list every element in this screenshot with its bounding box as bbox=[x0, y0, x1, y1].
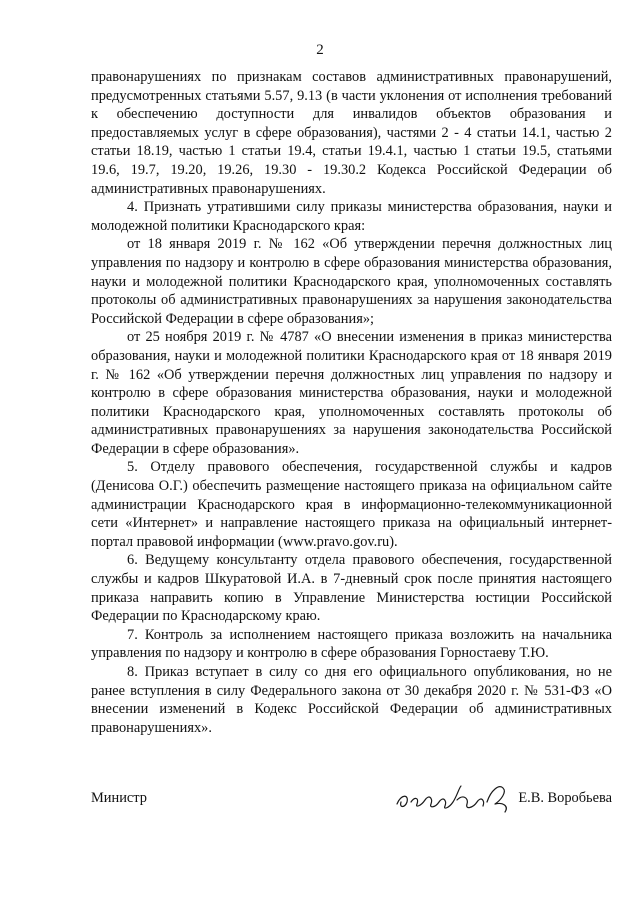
paragraph: 8. Приказ вступает в силу со дня его официального опубликования, но не ранее вступления в силу Федерального закона от 30 декабря 2020 г. № 531-ФЗ «О внесении изменений в Кодекс Российской Федерации об административных правонарушениях». bbox=[91, 664, 612, 736]
page-number: 2 bbox=[316, 42, 324, 58]
paragraph: от 18 января 2019 г. № 162 «Об утверждении перечня должностных лиц управления по надзору и контролю в сфере образования министерства образования, науки и молодежной политики Краснодарского края, уполномоченных составлять протоколы об административных правонарушениях за нарушения законодательства Российской Федерации в сфере образования»; bbox=[91, 236, 612, 327]
paragraph: 4. Признать утратившими силу приказы министерства образования, науки и молодежной политики Краснодарского края: bbox=[91, 199, 612, 234]
signatory-name: Е.В. Воробьева bbox=[518, 790, 612, 806]
handwritten-signature bbox=[391, 780, 521, 816]
paragraph: 5. Отделу правового обеспечения, государственной службы и кадров (Денисова О.Г.) обеспечить размещение настоящего приказа на официальном сайте администрации Краснодарского края в информационно-телекоммуникационной сети «Интернет» и направление настоящего приказа на официальный интернет-портал правовой информации (www.pravo.gov.ru). bbox=[91, 459, 612, 550]
signature-block bbox=[91, 780, 612, 820]
document-body bbox=[91, 68, 612, 737]
paragraph: 6. Ведущему консультанту отдела правового обеспечения, государственной службы и кадров Шкуратовой И.А. в 7-дневный срок после принятия настоящего приказа направить копию в Управление Министерства юстиции Российской Федерации по Краснодарскому краю. bbox=[91, 552, 612, 625]
signatory-title: Министр bbox=[91, 790, 147, 806]
paragraph: от 25 ноября 2019 г. № 4787 «О внесении изменения в приказ министерства образования, науки и молодежной политики Краснодарского края от 18 января 2019 г. № 162 «Об утверждении перечня должностных лиц управления по надзору и контролю в сфере образования министерства образования, науки и молодежной политики Краснодарского края, уполномоченных составлять протоколы об административных правонарушениях за нарушения законодательства Российской Федерации в сфере образования». bbox=[91, 329, 612, 457]
paragraph: 7. Контроль за исполнением настоящего приказа возложить на начальника управления по надзору и контролю в сфере образования Горностаеву Т.Ю. bbox=[91, 626, 612, 662]
paragraph: правонарушениях по признакам составов административных правонарушений, предусмотренных статьями 5.57, 9.13 (в части уклонения от исполнения требований к обеспечению доступности для инвалидов объектов образования и предоставляемых услуг в сфере образования), частями 2 - 4 статьи 14.1, частью 2 статьи 18.19, частью 1 статьи 19.4, статьи 19.4.1, частью 1 статьи 19.5, статьями 19.6, 19.7, 19.20, 19.26, 19.30 - 19.30.2 Кодекса Российской Федерации об административных правонарушениях. bbox=[91, 69, 612, 197]
